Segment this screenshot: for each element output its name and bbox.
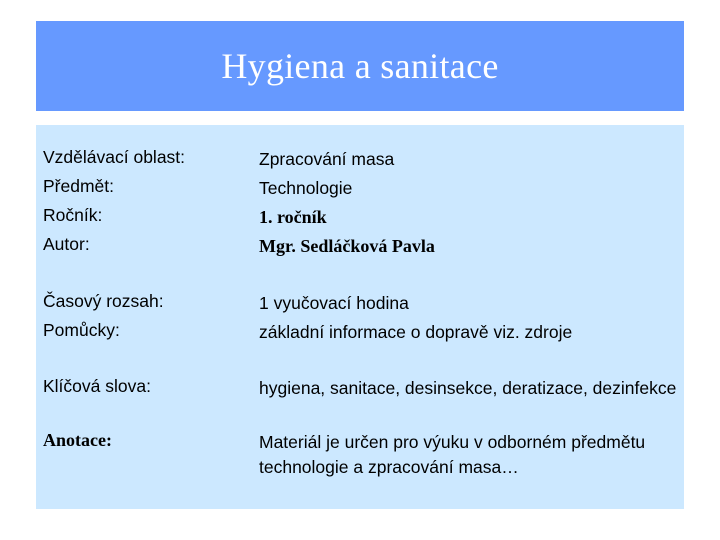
info-value: 1 vyučovací hodina — [259, 293, 409, 313]
info-value: Materiál je určen pro výuku v odborném předmětu technologie a zpracování masa… — [259, 432, 646, 477]
info-value: Mgr. Sedláčková Pavla — [259, 236, 435, 256]
info-value: 1. ročník — [259, 207, 327, 227]
info-label: Autor: — [43, 234, 90, 254]
info-label: Klíčová slova: — [43, 376, 151, 396]
info-label: Vzdělávací oblast: — [43, 147, 186, 167]
info-panel — [36, 125, 684, 509]
info-label: Anotace: — [43, 430, 112, 450]
info-label: Časový rozsah: — [43, 291, 164, 311]
info-value: základní informace o dopravě viz. zdroje — [259, 322, 573, 342]
info-value: Technologie — [259, 178, 353, 198]
info-label: Předmět: — [43, 176, 114, 196]
info-value: hygiena, sanitace, desinsekce, deratizace, dezinfekce — [259, 378, 677, 398]
info-label: Pomůcky: — [43, 320, 120, 340]
page-title: Hygiena a sanitace — [221, 46, 499, 86]
info-value: Zpracování masa — [259, 149, 395, 169]
title-banner — [36, 21, 684, 111]
info-label: Ročník: — [43, 205, 103, 225]
